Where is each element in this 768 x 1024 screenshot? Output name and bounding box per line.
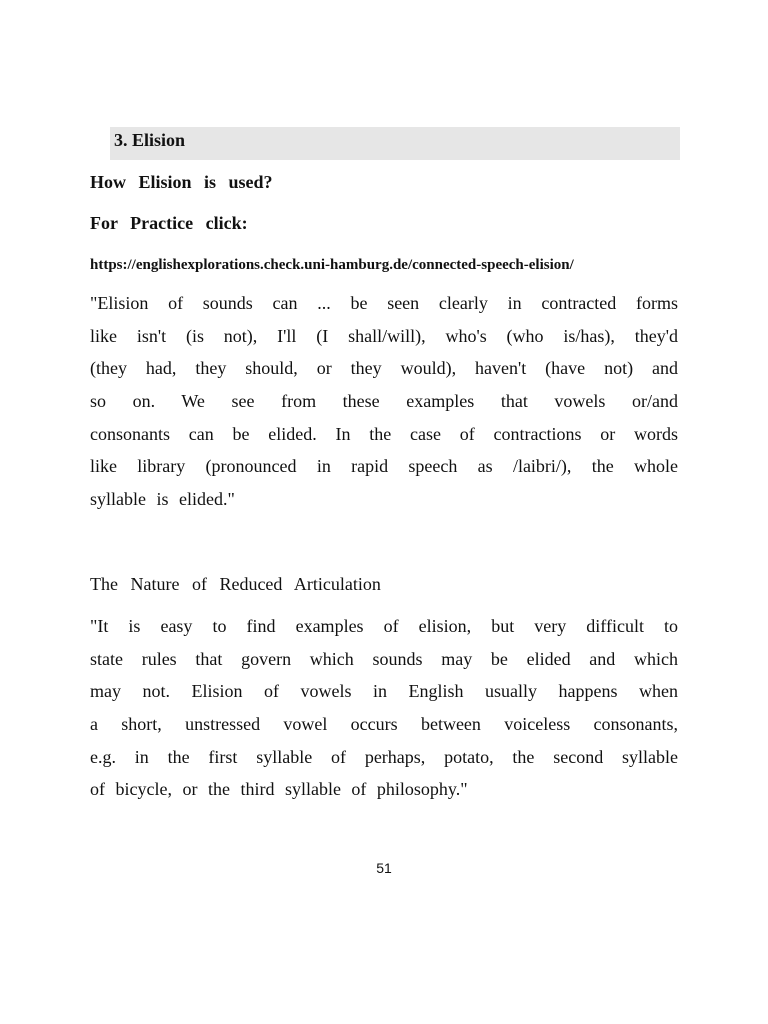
page-number: 51 [376,860,392,876]
quote-line: consonants can be elided. In the case of contractions or words [90,423,678,444]
quote-elision-rules [90,615,678,811]
heading-how-elision-used: How Elision is used? [90,172,273,192]
quote-line: like isn't (is not), I'll (I shall/will), who's (who is/has), they'd [90,325,678,346]
quote-line: "Elision of sounds can ... be seen clearly in contracted forms [90,293,678,313]
quote-line: state rules that govern which sounds may be elided and which [90,648,678,669]
quote-line: of bicycle, or the third syllable of philosophy." [90,779,468,800]
quote-line: like library (pronounced in rapid speech as /laibri/), the whole [90,456,678,477]
quote-line: e.g. in the first syllable of perhaps, potato, the second syllable [90,746,678,767]
section-header-bar [110,127,680,160]
quote-line: "It is easy to find examples of elision, but very difficult to [90,616,678,636]
quote-line: syllable is elided." [90,489,235,510]
quote-line: a short, unstressed vowel occurs between voiceless consonants, [90,714,678,735]
heading-for-practice: For Practice click: [90,213,248,233]
practice-link[interactable]: https://englishexplorations.check.uni-hamburg.de/connected-speech-elision/ [90,257,574,273]
subheading-reduced-articulation: The Nature of Reduced Articulation [90,574,381,594]
section-title: 3. Elision [114,130,186,150]
quote-line: (they had, they should, or they would), haven't (have not) and [90,358,678,379]
quote-elision-of-sounds [90,292,678,521]
quote-line: may not. Elision of vowels in English usually happens when [90,681,678,702]
quote-line: so on. We see from these examples that vowels or/and [90,391,678,412]
